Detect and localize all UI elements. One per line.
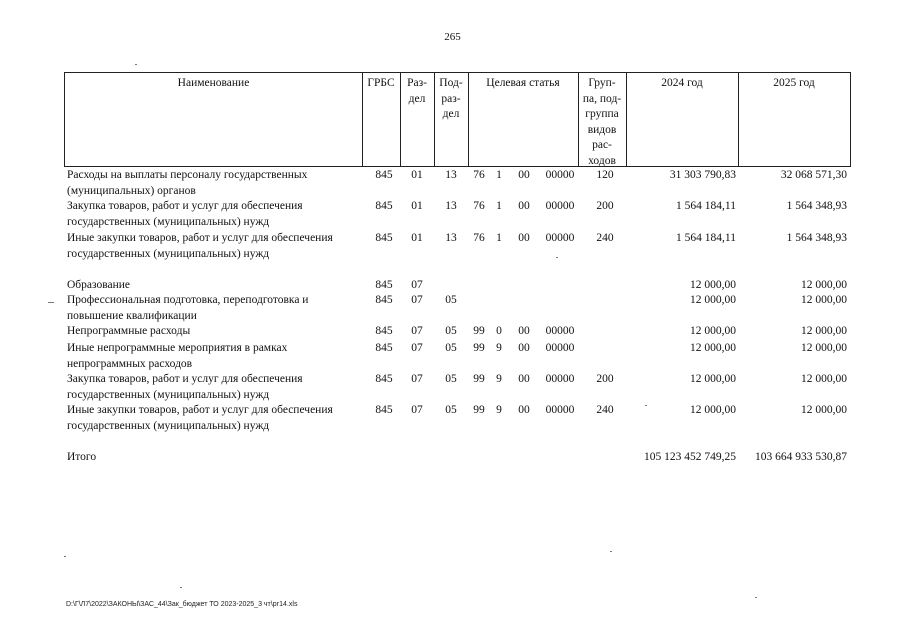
row-grbs: 845	[375, 200, 393, 212]
file-path-footer: D:\Г\Л7\2022\ЗАКОНЫ\ЗАС_44\Зак_бюджет ТО 2023-2025_3 чт\рг14.xls	[66, 601, 298, 608]
row-2024: 12 000,00	[690, 373, 736, 385]
row-vid-rashodov: 240	[596, 404, 614, 416]
row-cs1: 99	[473, 342, 485, 354]
row-podrazdel: 05	[445, 404, 457, 416]
header-grbs: ГРБС	[367, 77, 395, 89]
row-name: Закупка товаров, работ и услуг для обеспечения государственных (муниципальных) нужд	[67, 373, 303, 401]
row-2024: 12 000,00	[690, 404, 736, 416]
row-razdel: 07	[411, 404, 423, 416]
table-row	[0, 293, 905, 322]
row-2025: 12 000,00	[801, 279, 847, 291]
row-cs2: 9	[496, 373, 502, 385]
row-grbs: 845	[375, 169, 393, 181]
row-name: Непрограммные расходы	[67, 325, 191, 337]
row-cs2: 9	[496, 404, 502, 416]
row-cs2: 9	[496, 342, 502, 354]
row-podrazdel: 13	[445, 200, 457, 212]
table-row	[0, 341, 905, 370]
row-grbs: 845	[375, 373, 393, 385]
header-gruppa-vidov: Груп- па, под- группа видов рас- ходов	[582, 77, 622, 167]
row-cs1: 76	[473, 200, 485, 212]
row-name: Образование	[67, 279, 131, 291]
total-label: Итого	[67, 451, 97, 463]
row-cs3: 00	[518, 342, 530, 354]
row-cs3: 00	[518, 232, 530, 244]
row-razdel: 07	[411, 279, 423, 291]
scan-speck	[556, 257, 558, 258]
row-razdel: 01	[411, 169, 423, 181]
row-2024: 1 564 184,11	[676, 200, 736, 212]
row-grbs: 845	[375, 342, 393, 354]
table-header	[64, 72, 851, 167]
row-cs2: 0	[496, 325, 502, 337]
row-podrazdel: 05	[445, 325, 457, 337]
row-name: Закупка товаров, работ и услуг для обеспечения государственных (муниципальных) нужд	[67, 200, 303, 228]
table-row	[0, 168, 905, 197]
row-cs4: 00000	[545, 373, 575, 385]
row-cs3: 00	[518, 169, 530, 181]
total-row	[0, 450, 905, 466]
row-cs3: 00	[518, 404, 530, 416]
row-2024: 12 000,00	[690, 294, 736, 306]
table-row	[0, 278, 905, 294]
row-cs2: 1	[496, 232, 502, 244]
table-row	[0, 199, 905, 228]
row-grbs: 845	[375, 294, 393, 306]
row-razdel: 07	[411, 294, 423, 306]
row-cs2: 1	[496, 169, 502, 181]
header-podrazdel: Под- раз- дел	[439, 77, 463, 120]
row-grbs: 845	[375, 325, 393, 337]
row-name: Расходы на выплаты персоналу государственных (муниципальных) органов	[67, 169, 308, 197]
row-2024: 31 303 790,83	[669, 169, 736, 181]
header-razdel: Раз- дел	[407, 77, 427, 105]
row-cs4: 00000	[545, 169, 575, 181]
row-razdel: 01	[411, 232, 423, 244]
row-podrazdel: 05	[445, 373, 457, 385]
row-2025: 32 068 571,30	[780, 169, 847, 181]
row-2024: 12 000,00	[690, 325, 736, 337]
row-cs1: 76	[473, 169, 485, 181]
row-name: Иные непрограммные мероприятия в рамках непрограммных расходов	[67, 342, 288, 370]
row-cs3: 00	[518, 373, 530, 385]
row-cs4: 00000	[545, 342, 575, 354]
scan-speck	[645, 405, 647, 406]
scan-speck	[135, 64, 137, 65]
header-celevaya-statya: Целевая статья	[486, 77, 560, 89]
table-row	[0, 324, 905, 340]
total-2024: 105 123 452 749,25	[644, 451, 736, 463]
row-2025: 1 564 348,93	[786, 200, 847, 212]
row-razdel: 07	[411, 325, 423, 337]
table-row	[0, 231, 905, 260]
scan-speck	[48, 302, 54, 303]
scan-speck	[64, 556, 66, 557]
row-2025: 12 000,00	[801, 404, 847, 416]
row-2024: 1 564 184,11	[676, 232, 736, 244]
row-cs1: 76	[473, 232, 485, 244]
row-2025: 12 000,00	[801, 294, 847, 306]
row-cs4: 00000	[545, 404, 575, 416]
row-cs4: 00000	[545, 232, 575, 244]
header-name: Наименование	[177, 77, 250, 89]
row-2025: 1 564 348,93	[786, 232, 847, 244]
row-cs1: 99	[473, 373, 485, 385]
row-cs1: 99	[473, 325, 485, 337]
row-cs4: 00000	[545, 200, 575, 212]
row-razdel: 01	[411, 200, 423, 212]
row-2025: 12 000,00	[801, 342, 847, 354]
row-grbs: 845	[375, 232, 393, 244]
row-podrazdel: 05	[445, 294, 457, 306]
row-2025: 12 000,00	[801, 325, 847, 337]
table-row	[0, 372, 905, 401]
scan-speck	[610, 551, 612, 552]
row-vid-rashodov: 200	[596, 200, 614, 212]
page-number: 265	[444, 31, 461, 43]
row-2024: 12 000,00	[690, 279, 736, 291]
header-year-2024: 2024 год	[661, 77, 703, 89]
row-grbs: 845	[375, 404, 393, 416]
row-vid-rashodov: 240	[596, 232, 614, 244]
row-name: Иные закупки товаров, работ и услуг для обеспечения государственных (муниципальных) нужд	[67, 232, 333, 260]
scan-speck	[755, 597, 757, 598]
row-cs3: 00	[518, 200, 530, 212]
row-podrazdel: 13	[445, 169, 457, 181]
row-cs2: 1	[496, 200, 502, 212]
total-2025: 103 664 933 530,87	[755, 451, 847, 463]
scan-speck	[180, 587, 182, 588]
row-podrazdel: 13	[445, 232, 457, 244]
row-2025: 12 000,00	[801, 373, 847, 385]
row-cs3: 00	[518, 325, 530, 337]
row-podrazdel: 05	[445, 342, 457, 354]
row-cs1: 99	[473, 404, 485, 416]
table-row	[0, 403, 905, 432]
row-razdel: 07	[411, 342, 423, 354]
row-name: Профессиональная подготовка, переподготовка и повышение квалификации	[67, 294, 309, 322]
row-grbs: 845	[375, 279, 393, 291]
row-vid-rashodov: 120	[596, 169, 614, 181]
row-name: Иные закупки товаров, работ и услуг для обеспечения государственных (муниципальных) нужд	[67, 404, 333, 432]
row-cs4: 00000	[545, 325, 575, 337]
row-vid-rashodov: 200	[596, 373, 614, 385]
header-year-2025: 2025 год	[773, 77, 815, 89]
row-2024: 12 000,00	[690, 342, 736, 354]
row-razdel: 07	[411, 373, 423, 385]
